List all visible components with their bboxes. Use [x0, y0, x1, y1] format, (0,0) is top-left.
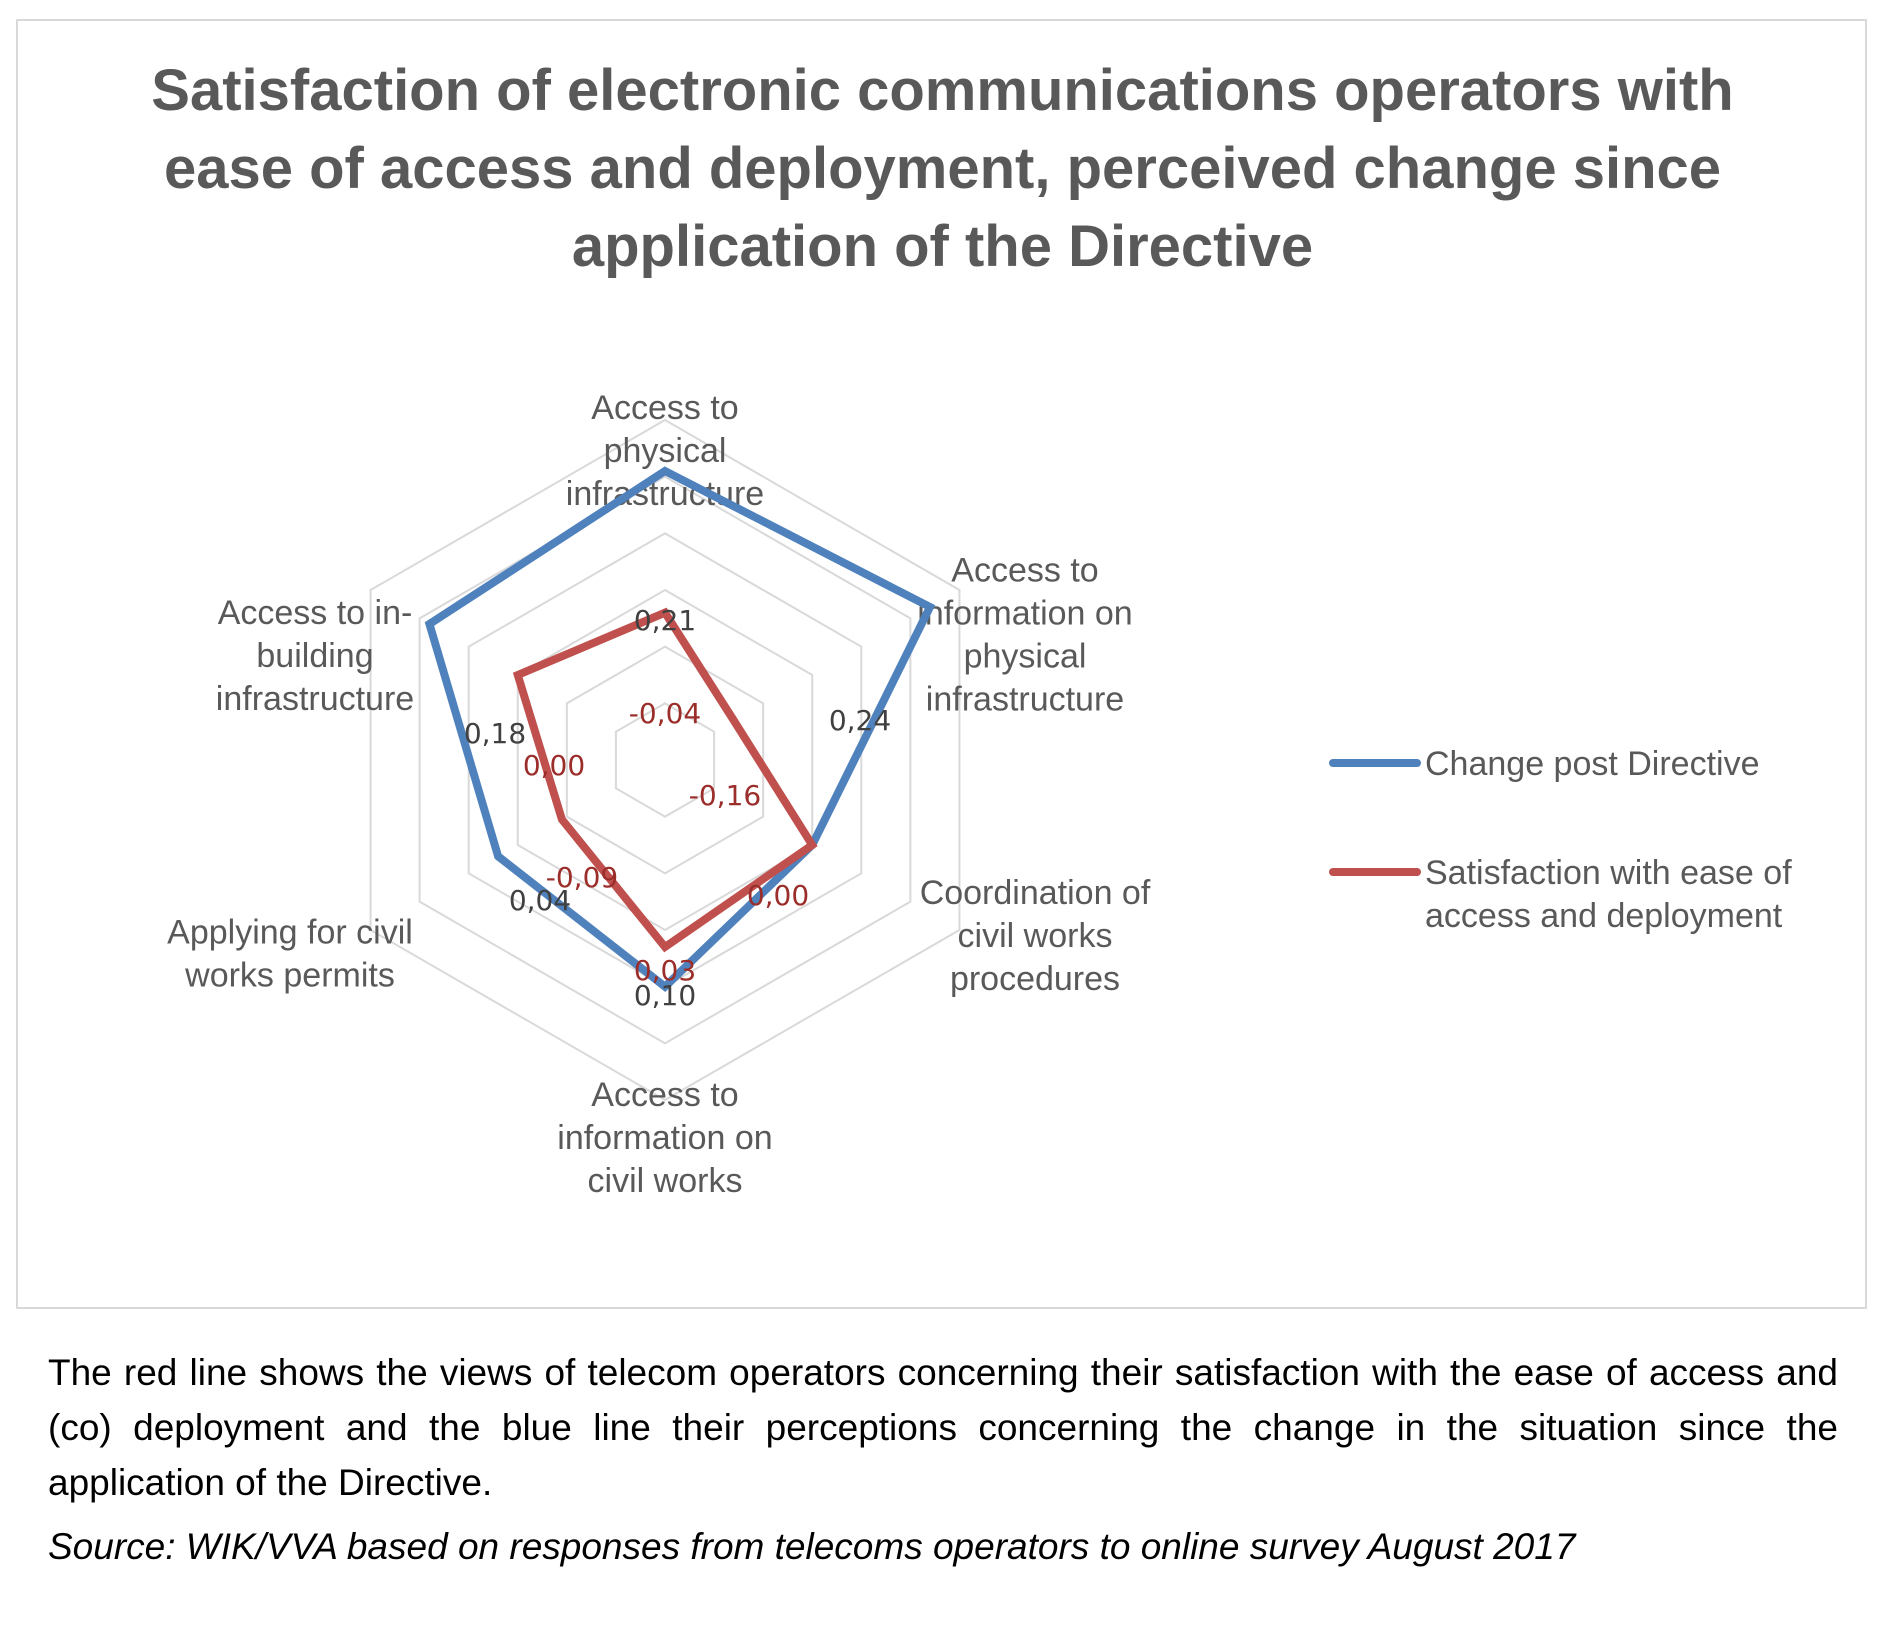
category-label-line: Access to: [591, 1076, 739, 1114]
legend-label: [1425, 854, 1792, 935]
category-label-line: Applying for civil: [167, 913, 413, 952]
category-label: [920, 874, 1151, 998]
category-label-line: physical: [603, 432, 727, 470]
data-label: 0,21: [633, 604, 697, 637]
data-label: 0,18: [463, 717, 527, 750]
category-label-line: works permits: [185, 956, 395, 995]
category-label-line: information on: [917, 594, 1133, 633]
category-label-line: Access to: [591, 389, 739, 427]
caption: The red line shows the views of telecom operators concerning their satisfaction with the ease of access and (co) deployment and the blue line their perceptions concerning the change in the situation since the application of the Directive.: [48, 1352, 1838, 1503]
category-label-line: Access to: [951, 551, 1099, 590]
data-label: 0,03: [633, 954, 697, 987]
category-label-line: building: [256, 637, 374, 675]
category-label: [557, 1076, 772, 1200]
category-label: [216, 594, 414, 718]
source-note: Source: WIK/VVA based on responses from telecoms operators to online survey August 2017: [48, 1526, 1576, 1567]
category-label-line: civil works: [957, 917, 1113, 955]
data-label: -0,04: [628, 697, 702, 730]
data-label: 0,04: [508, 884, 572, 917]
chart-title: Satisfaction of electronic communications operators with ease of access and deployment, perceived change since application of the Directive: [151, 58, 1734, 279]
category-label-line: procedures: [949, 960, 1121, 998]
data-label: 0,00: [746, 879, 810, 912]
data-label: -0,16: [688, 779, 762, 812]
data-label: 0,24: [828, 704, 892, 737]
category-label-line: information on: [557, 1119, 773, 1157]
category-label-line: infrastructure: [565, 475, 765, 513]
data-label: -0,09: [545, 861, 619, 894]
category-label: [167, 914, 413, 995]
legend-label-line: access and deployment: [1425, 897, 1783, 935]
category-label-line: infrastructure: [925, 680, 1125, 719]
legend-label: [1425, 745, 1760, 783]
grid-ring: [567, 647, 763, 874]
legend-label-line: Change post Directive: [1425, 745, 1760, 783]
category-label: [566, 389, 764, 513]
category-label-line: civil works: [587, 1162, 743, 1200]
data-label: 0,00: [522, 749, 586, 782]
category-label-line: Access to in-: [217, 594, 413, 632]
legend-label-line: Satisfaction with ease of: [1425, 854, 1792, 892]
category-label-line: physical: [963, 637, 1087, 676]
category-label: [917, 552, 1132, 719]
category-label-line: Coordination of: [919, 874, 1151, 912]
data-label: 0,10: [633, 979, 697, 1012]
category-label-line: infrastructure: [215, 680, 415, 718]
